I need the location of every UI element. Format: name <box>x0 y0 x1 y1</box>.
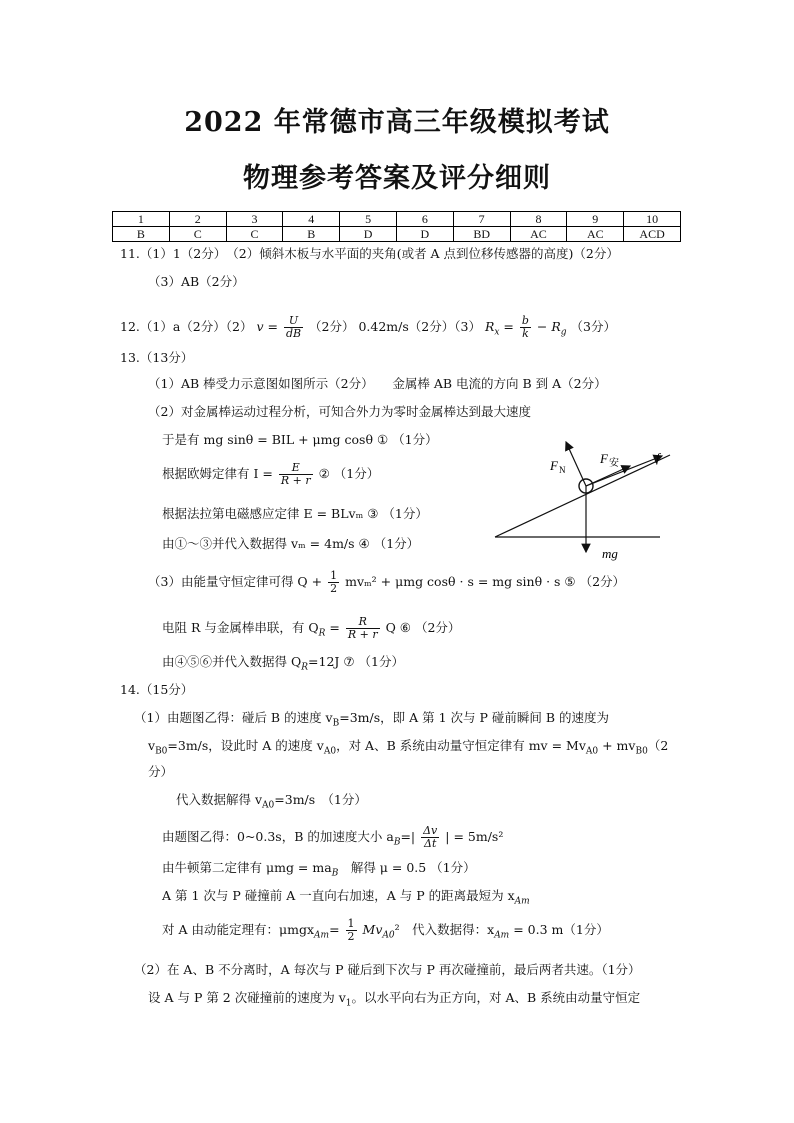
table-cell: 10 <box>624 212 681 227</box>
subscript: Am <box>494 930 510 941</box>
text-span: ② （1分） <box>318 466 380 481</box>
label-fan: F <box>600 451 608 466</box>
text-span: =3m/s，即 A 第 1 次与 P 碰前瞬间 B 的速度为 <box>339 710 610 725</box>
denominator: R + r <box>280 474 311 487</box>
answer-line-13-eq3: 根据法拉第电磁感应定律 E = BLvₘ ③ （1分） <box>162 506 428 521</box>
numerator: Δv <box>423 824 438 837</box>
label-f: f <box>656 450 660 465</box>
answer-line-14-8 <box>162 918 609 944</box>
text-span: =3m/s （1分） <box>274 792 367 807</box>
table-cell: D <box>396 227 453 242</box>
subscript: A0 <box>262 800 275 811</box>
table-cell: 5 <box>340 212 397 227</box>
answer-line-14-4 <box>176 792 367 814</box>
table-cell: B <box>283 227 340 242</box>
text-span: v <box>148 738 156 753</box>
answer-line-11-3: （3）AB（2分） <box>148 274 245 289</box>
text-span: + mv <box>598 738 636 753</box>
label-mg: mg <box>602 546 618 561</box>
fraction-dv-dt <box>421 825 439 850</box>
text-span: （3）由能量守恒定律可得 Q + <box>148 574 323 589</box>
subscript: 1 <box>345 998 352 1009</box>
answer-table-header-row <box>113 212 681 227</box>
answer-line-13: 13.（13分） <box>120 350 194 365</box>
text-span: ，对 A、B 系统由动量守恒定律有 mv = Mv <box>336 738 586 753</box>
subscript: B0 <box>635 746 648 757</box>
equals: = <box>329 620 340 635</box>
fraction-one-half <box>346 918 357 943</box>
subscript: R <box>301 662 309 673</box>
subscript: B <box>332 718 340 729</box>
table-cell: D <box>340 227 397 242</box>
formula-v: v = <box>256 319 278 334</box>
subscript: A0 <box>382 930 395 941</box>
table-cell: C <box>226 227 283 242</box>
answer-line-13-eq1: 于是有 mg sinθ = BIL + μmg cosθ ① （1分） <box>162 432 438 447</box>
fraction-e-over-rr <box>279 462 313 487</box>
label-fan-sub: 安 <box>609 458 619 469</box>
table-cell: 1 <box>113 212 170 227</box>
subscript: B <box>393 837 401 848</box>
answer-table <box>112 211 681 242</box>
text-span: （2分） 0.42m/s（2分）（3） <box>309 319 481 334</box>
table-cell: BD <box>453 227 510 242</box>
text-span: Q ⑥ （2分） <box>385 620 461 635</box>
answer-line-13-eq2 <box>162 462 379 487</box>
text-span: 。以水平向右为正方向，对 A、B 系统由动量守恒定 <box>351 990 641 1005</box>
numerator: R <box>346 616 380 629</box>
subscript: A0 <box>323 746 337 757</box>
formula-r: R <box>484 319 495 334</box>
text-span: 由④⑤⑥并代入数据得 Q <box>162 654 302 669</box>
text-span: 由题图乙得：0~0.3s，B 的加速度大小 a <box>162 829 394 844</box>
answer-line-13-3 <box>148 570 625 595</box>
subscript: R <box>318 628 326 639</box>
denominator: 2 <box>347 930 355 943</box>
numerator: b <box>521 314 529 327</box>
text-span: = 0.3 m（1分） <box>509 922 609 937</box>
answer-line-14-6 <box>162 860 476 882</box>
denominator: Δt <box>424 837 437 850</box>
formula-rg: − R <box>536 319 561 334</box>
text-span: 解得 μ = 0.5 （1分） <box>338 860 476 875</box>
subscript: x <box>494 327 500 338</box>
text-span: （1）由题图乙得：碰后 B 的速度 v <box>134 710 333 725</box>
text-span: | = 5m/s² <box>445 829 504 844</box>
text-span: 12.（1）a（2分）（2） <box>120 319 253 334</box>
table-cell: 6 <box>396 212 453 227</box>
answer-line-13-eq4: 由①～③并代入数据得 vₘ = 4m/s ④ （1分） <box>162 536 420 551</box>
table-cell: 4 <box>283 212 340 227</box>
text-span: =3m/s，设此时 A 的速度 v <box>167 738 324 753</box>
numerator: 1 <box>347 917 355 930</box>
numerator: U <box>284 315 303 328</box>
answer-line-14-3: 分） <box>148 764 174 779</box>
normal-force-arrow <box>566 442 586 486</box>
table-cell: C <box>169 227 226 242</box>
answer-line-14-part2: （2）在 A、B 不分离时，A 每次与 P 碰后到下次与 P 再次碰撞前，最后两者共速。（1分） <box>134 962 641 977</box>
text-span: （3分） <box>570 319 616 334</box>
table-cell: B <box>113 227 170 242</box>
answer-line-13-eq7 <box>162 654 404 676</box>
answer-line-12 <box>120 315 616 341</box>
answer-line-14-part2b <box>148 990 640 1012</box>
fraction-b-over-k <box>520 315 531 340</box>
text-span: 根据欧姆定律有 I = <box>162 466 273 481</box>
text-span: 对 A 由动能定理有：μmgx <box>162 922 315 937</box>
answer-line-11-1: 11.（1）1（2分） （2）倾斜木板与水平面的夹角(或者 A 点到位移传感器的高度)（2分） <box>120 246 619 261</box>
table-cell: 8 <box>510 212 567 227</box>
answer-line-14-2 <box>148 738 668 760</box>
subscript: A0 <box>585 746 599 757</box>
answer-line-13-2: （2）对金属棒运动过程分析，可知合外力为零时金属棒达到最大速度 <box>148 404 531 419</box>
subscript: B <box>331 868 339 879</box>
table-cell: AC <box>510 227 567 242</box>
denominator: dB <box>285 327 302 340</box>
subscript: B0 <box>155 746 168 757</box>
text-span: =12J ⑦ （1分） <box>308 654 405 669</box>
numerator: E <box>279 462 313 475</box>
fraction-u-over-db <box>284 315 303 340</box>
text-span: A 第 1 次与 P 碰撞前 A 一直向右加速，A 与 P 的距离最短为 x <box>162 888 515 903</box>
fraction-one-half <box>328 570 339 595</box>
text-span: mvₘ² + μmg cosθ · s = mg sinθ · s ⑤ （2分） <box>345 574 626 589</box>
equals: = <box>503 319 514 334</box>
answer-line-13-1: （1）AB 棒受力示意图如图所示（2分） 金属棒 AB 电流的方向 B 到 A（2分） <box>148 376 607 391</box>
text-span: （2 <box>647 738 669 753</box>
label-fn: F <box>550 458 558 473</box>
table-cell: 9 <box>567 212 624 227</box>
fraction-r-over-rr <box>346 616 380 641</box>
answer-line-14-7 <box>162 888 530 910</box>
force-diagram <box>490 430 690 570</box>
text-span: Mv <box>362 922 383 937</box>
answer-table-answer-row <box>113 227 681 242</box>
text-span: 代入数据解得 v <box>176 792 263 807</box>
friction-force-arrow <box>586 456 662 486</box>
equals: = <box>329 922 340 937</box>
text-span: ² 代入数据得：x <box>394 922 495 937</box>
subscript: g <box>560 327 567 338</box>
answer-line-14: 14.（15分） <box>120 682 194 697</box>
answer-line-14-5 <box>162 825 503 851</box>
table-cell: 7 <box>453 212 510 227</box>
text-span: 由牛顿第二定律有 μmg = ma <box>162 860 332 875</box>
text-span: 设 A 与 P 第 2 次碰撞前的速度为 v <box>148 990 346 1005</box>
denominator: R + r <box>347 628 378 641</box>
label-fn-sub: N <box>559 465 566 475</box>
denominator: k <box>522 327 529 340</box>
subscript: Am <box>314 930 330 941</box>
numerator: 1 <box>330 569 338 582</box>
text-span: 电阻 R 与金属棒串联，有 Q <box>162 620 319 635</box>
table-cell: ACD <box>624 227 681 242</box>
answer-line-13-eq6 <box>162 616 460 642</box>
denominator: 2 <box>330 582 338 595</box>
answer-line-14-1 <box>134 710 609 732</box>
page-subtitle: 物理参考答案及评分细则 <box>243 163 551 194</box>
subscript: Am <box>514 896 530 907</box>
table-cell: 2 <box>169 212 226 227</box>
incline-line <box>495 455 670 537</box>
page-title: 2022 年常德市高三年级模拟考试 <box>184 107 610 138</box>
table-cell: 3 <box>226 212 283 227</box>
text-span: =| <box>400 829 416 844</box>
table-cell: AC <box>567 227 624 242</box>
